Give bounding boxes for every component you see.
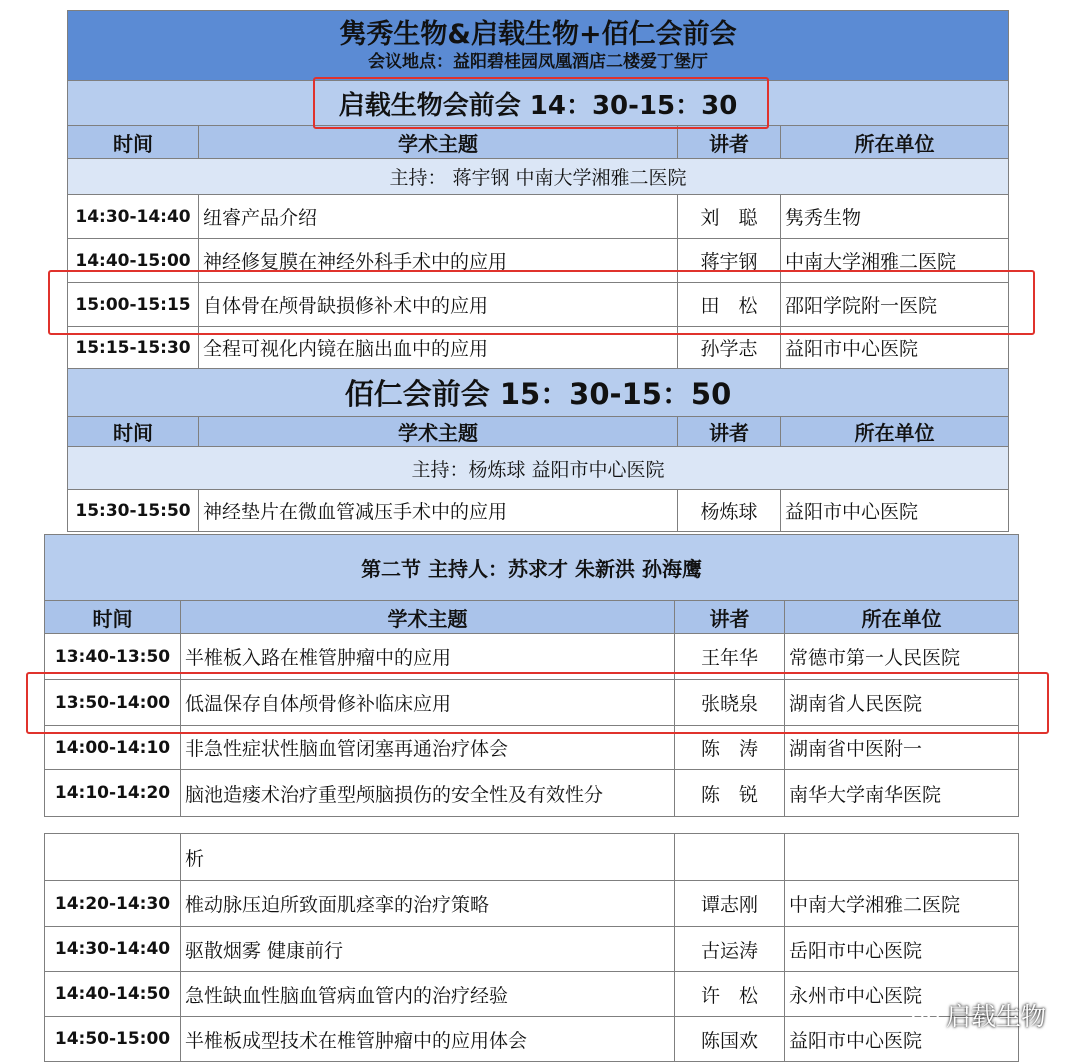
org-cell: 益阳市中心医院 bbox=[781, 327, 1009, 369]
time-cell: 14:30-14:40 bbox=[68, 195, 199, 239]
time-cell: 13:40-13:50 bbox=[45, 634, 181, 680]
header-org: 所在单位 bbox=[781, 126, 1009, 159]
header-topic: 学术主题 bbox=[181, 601, 675, 634]
speaker-cell: 刘 聪 bbox=[678, 195, 781, 239]
time-cell: 14:40-14:50 bbox=[45, 972, 181, 1017]
time-cell: 14:20-14:30 bbox=[45, 881, 181, 927]
section-title-row bbox=[45, 535, 1019, 601]
time-cell: 14:00-14:10 bbox=[45, 726, 181, 770]
org-cell: 常德市第一人民医院 bbox=[785, 634, 1019, 680]
session-title-bairen: 佰仁会前会 15：30-15：50 bbox=[68, 369, 1009, 417]
org-cell: 邵阳学院附一医院 bbox=[781, 283, 1009, 327]
speaker-cell: 陈 锐 bbox=[675, 770, 785, 817]
org-cell: 隽秀生物 bbox=[781, 195, 1009, 239]
table-row bbox=[68, 490, 1009, 532]
org-cell: 中南大学湘雅二医院 bbox=[785, 881, 1019, 927]
watermark bbox=[910, 997, 1046, 1033]
table-row bbox=[45, 881, 1019, 927]
wechat-icon bbox=[910, 1004, 940, 1026]
chair-text: 主持： 蒋宇钢 中南大学湘雅二医院 bbox=[68, 159, 1009, 195]
org-cell: 益阳市中心医院 bbox=[781, 490, 1009, 532]
topic-cell: 急性缺血性脑血管病血管内的治疗经验 bbox=[181, 972, 675, 1017]
header-speaker: 讲者 bbox=[678, 126, 781, 159]
chair-row bbox=[68, 159, 1009, 195]
conference-table-3 bbox=[44, 833, 1019, 1062]
speaker-cell: 孙学志 bbox=[678, 327, 781, 369]
speaker-cell: 张晓泉 bbox=[675, 680, 785, 726]
time-cell: 13:50-14:00 bbox=[45, 680, 181, 726]
header-row bbox=[45, 601, 1019, 634]
header-org: 所在单位 bbox=[785, 601, 1019, 634]
table-row bbox=[45, 680, 1019, 726]
org-cell: 岳阳市中心医院 bbox=[785, 927, 1019, 972]
org-cell: 中南大学湘雅二医院 bbox=[781, 239, 1009, 283]
topic-cell: 自体骨在颅骨缺损修补术中的应用 bbox=[199, 283, 678, 327]
header-row bbox=[68, 126, 1009, 159]
table-row bbox=[45, 1017, 1019, 1062]
speaker-cell: 杨炼球 bbox=[678, 490, 781, 532]
header-time: 时间 bbox=[68, 126, 199, 159]
header-time: 时间 bbox=[68, 417, 199, 447]
header-topic: 学术主题 bbox=[199, 126, 678, 159]
table-row bbox=[68, 195, 1009, 239]
topic-cell: 脑池造瘘术治疗重型颅脑损伤的安全性及有效性分 bbox=[181, 770, 675, 817]
watermark-text: 启载生物 bbox=[945, 1002, 1046, 1031]
header-speaker: 讲者 bbox=[678, 417, 781, 447]
speaker-cell: 古运涛 bbox=[675, 927, 785, 972]
continuation-text: 析 bbox=[181, 834, 675, 881]
header-topic: 学术主题 bbox=[199, 417, 678, 447]
session-title-qizai: 启载生物会前会 14：30-15：30 bbox=[68, 81, 1009, 126]
org-cell: 永州市中心医院 bbox=[785, 972, 1019, 1017]
conference-table-2 bbox=[44, 534, 1019, 817]
table-row bbox=[45, 726, 1019, 770]
conference-title: 隽秀生物&启载生物+佰仁会前会 bbox=[339, 19, 737, 50]
conference-location: 会议地点：益阳碧桂园凤凰酒店二楼爱丁堡厅 bbox=[368, 51, 709, 72]
header-org: 所在单位 bbox=[781, 417, 1009, 447]
time-cell: 15:15-15:30 bbox=[68, 327, 199, 369]
table-row bbox=[45, 927, 1019, 972]
time-cell: 15:30-15:50 bbox=[68, 490, 199, 532]
time-cell: 15:00-15:15 bbox=[68, 283, 199, 327]
time-cell: 14:30-14:40 bbox=[45, 927, 181, 972]
table-row bbox=[68, 283, 1009, 327]
conference-table-1 bbox=[67, 10, 1009, 532]
topic-cell: 低温保存自体颅骨修补临床应用 bbox=[181, 680, 675, 726]
speaker-cell: 许 松 bbox=[675, 972, 785, 1017]
speaker-cell: 蒋宇钢 bbox=[678, 239, 781, 283]
topic-cell: 驱散烟雾 健康前行 bbox=[181, 927, 675, 972]
org-cell: 南华大学南华医院 bbox=[785, 770, 1019, 817]
speaker-cell: 田 松 bbox=[678, 283, 781, 327]
chair-row bbox=[68, 447, 1009, 490]
time-cell: 14:10-14:20 bbox=[45, 770, 181, 817]
org-cell: 湖南省人民医院 bbox=[785, 680, 1019, 726]
continuation-row bbox=[45, 834, 1019, 881]
table-row bbox=[45, 770, 1019, 817]
title-row bbox=[68, 11, 1009, 81]
section-title: 第二节 主持人：苏求才 朱新洪 孙海鹰 bbox=[45, 535, 1019, 601]
speaker-cell: 陈国欢 bbox=[675, 1017, 785, 1062]
session-row bbox=[68, 81, 1009, 126]
topic-cell: 半椎板成型技术在椎管肿瘤中的应用体会 bbox=[181, 1017, 675, 1062]
topic-cell: 椎动脉压迫所致面肌痉挛的治疗策略 bbox=[181, 881, 675, 927]
topic-cell: 纽睿产品介绍 bbox=[199, 195, 678, 239]
speaker-cell: 陈 涛 bbox=[675, 726, 785, 770]
topic-cell: 神经修复膜在神经外科手术中的应用 bbox=[199, 239, 678, 283]
table-row bbox=[68, 327, 1009, 369]
topic-cell: 神经垫片在微血管减压手术中的应用 bbox=[199, 490, 678, 532]
org-cell: 益阳市中心医院 bbox=[785, 1017, 1019, 1062]
org-cell: 湖南省中医附一 bbox=[785, 726, 1019, 770]
topic-cell: 全程可视化内镜在脑出血中的应用 bbox=[199, 327, 678, 369]
table-row bbox=[68, 239, 1009, 283]
speaker-cell: 谭志刚 bbox=[675, 881, 785, 927]
table-row bbox=[45, 634, 1019, 680]
header-row bbox=[68, 417, 1009, 447]
topic-cell: 半椎板入路在椎管肿瘤中的应用 bbox=[181, 634, 675, 680]
table-row bbox=[45, 972, 1019, 1017]
chair-text: 主持：杨炼球 益阳市中心医院 bbox=[68, 447, 1009, 490]
topic-cell: 非急性症状性脑血管闭塞再通治疗体会 bbox=[181, 726, 675, 770]
header-time: 时间 bbox=[45, 601, 181, 634]
header-speaker: 讲者 bbox=[675, 601, 785, 634]
time-cell: 14:40-15:00 bbox=[68, 239, 199, 283]
speaker-cell: 王年华 bbox=[675, 634, 785, 680]
session-row bbox=[68, 369, 1009, 417]
time-cell: 14:50-15:00 bbox=[45, 1017, 181, 1062]
